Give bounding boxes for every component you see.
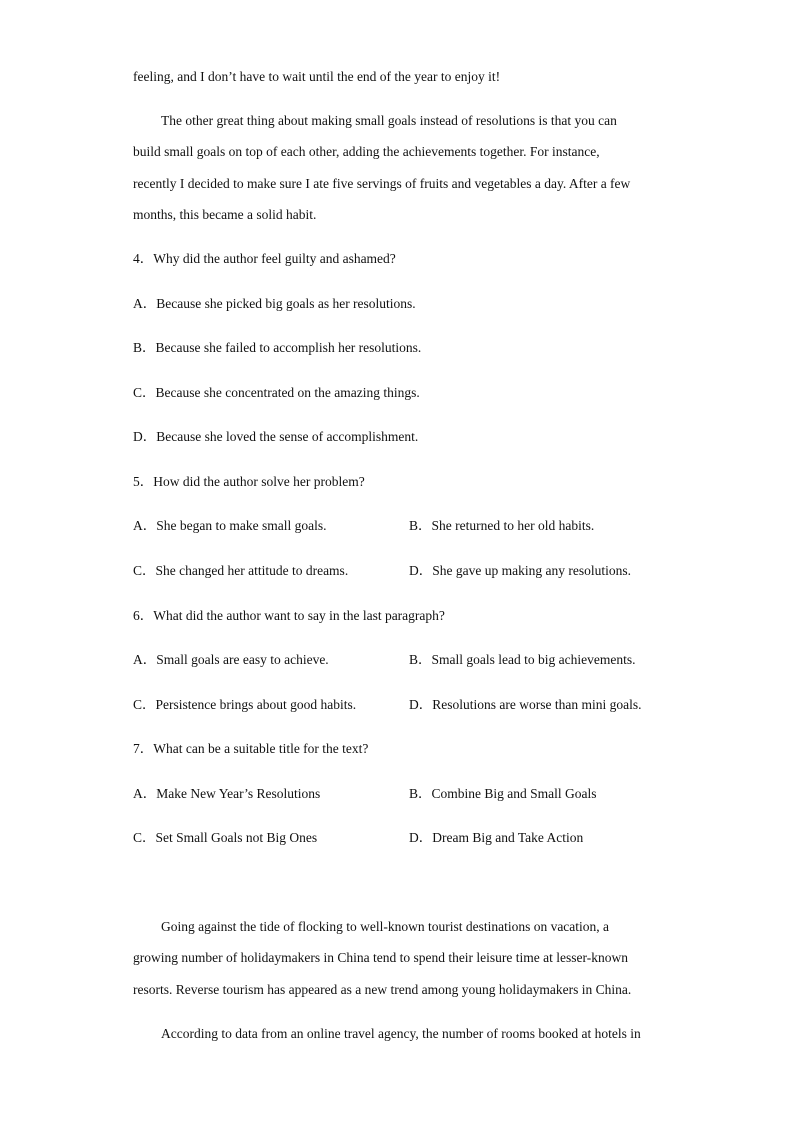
question-stem: 7．What can be a suitable title for the text? [133, 741, 369, 756]
question-stem: 5．How did the author solve her problem? [133, 474, 365, 489]
paragraph-line: resorts. Reverse tourism has appeared as a new trend among young holidaymakers in China. [133, 982, 632, 997]
answer-option: B．Small goals lead to big achievements. [409, 652, 636, 667]
paragraph-line: feeling, and I don’t have to wait until the end of the year to enjoy it! [133, 69, 501, 84]
answer-option: C．Persistence brings about good habits. [133, 697, 357, 712]
answer-option: B．Combine Big and Small Goals [409, 786, 597, 801]
paragraph-line: According to data from an online travel agency, the number of rooms booked at hotels in [161, 1026, 641, 1041]
answer-option: B．She returned to her old habits. [409, 518, 595, 533]
paragraph-line: build small goals on top of each other, adding the achievements together. For instance, [133, 144, 600, 159]
answer-option: A．She began to make small goals. [133, 518, 327, 533]
answer-option: C．She changed her attitude to dreams. [133, 563, 349, 578]
paragraph-line: The other great thing about making small goals instead of resolutions is that you can [161, 113, 617, 128]
paragraph-line: growing number of holidaymakers in China tend to spend their leisure time at lesser-known [133, 950, 628, 965]
question-stem: 4．Why did the author feel guilty and ashamed? [133, 251, 396, 266]
paragraph-line: recently I decided to make sure I ate five servings of fruits and vegetables a day. After a few [133, 176, 631, 191]
question-stem: 6．What did the author want to say in the last paragraph? [133, 608, 445, 623]
answer-option: D．She gave up making any resolutions. [409, 563, 631, 578]
answer-option: D．Because she loved the sense of accomplishment. [133, 429, 419, 444]
paragraph-line: Going against the tide of flocking to well-known tourist destinations on vacation, a [161, 919, 610, 934]
answer-option: A．Make New Year’s Resolutions [133, 786, 321, 801]
answer-option: D．Dream Big and Take Action [409, 830, 584, 845]
answer-option: C．Because she concentrated on the amazing things. [133, 385, 420, 400]
answer-option: B．Because she failed to accomplish her resolutions. [133, 340, 422, 355]
answer-option: A．Small goals are easy to achieve. [133, 652, 329, 667]
answer-option: D．Resolutions are worse than mini goals. [409, 697, 642, 712]
paragraph-line: months, this became a solid habit. [133, 207, 317, 222]
answer-option: A．Because she picked big goals as her resolutions. [133, 296, 416, 311]
answer-option: C．Set Small Goals not Big Ones [133, 830, 318, 845]
